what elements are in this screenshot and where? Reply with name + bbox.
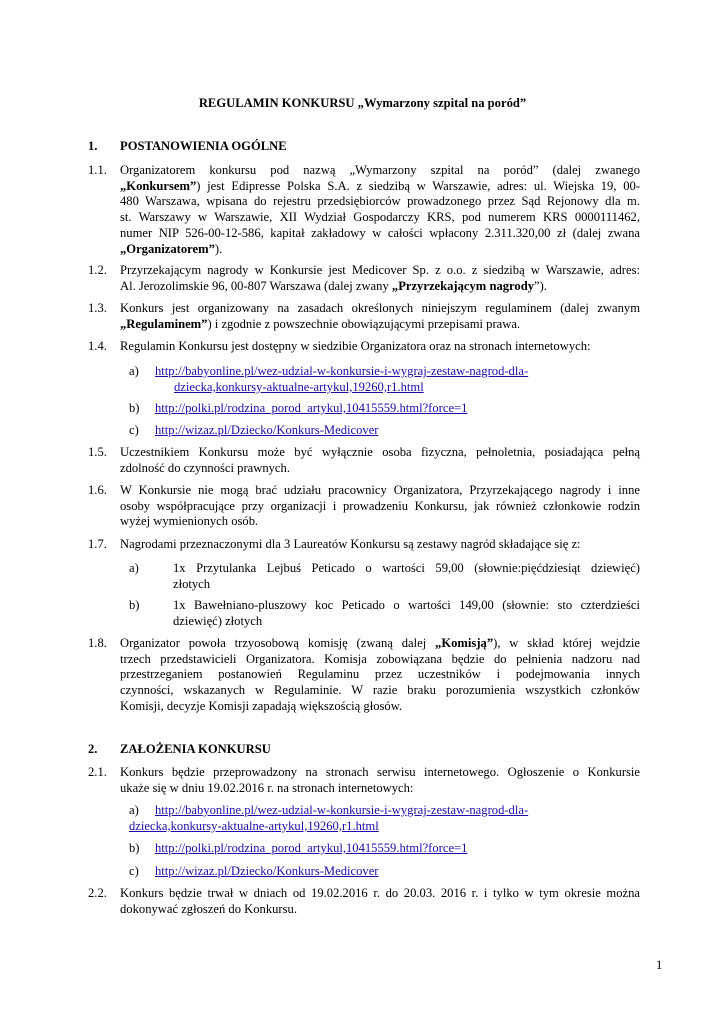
defined-term: „Przyrzekającym nagrody — [391, 278, 535, 293]
list-item-c — [129, 864, 629, 880]
list-marker: b) — [129, 401, 140, 415]
text-line: przestrzeganiem postanowień Regulaminu przez uczestników i podejmowania innych — [120, 667, 640, 682]
list-marker: a) — [129, 364, 139, 378]
text-line: ), w skład której wejdzie — [493, 636, 641, 650]
text-line: dziewięć) złotych — [173, 613, 263, 628]
page-number: 1 — [656, 958, 663, 972]
text-line: Regulamin Konkursu jest dostępny w siedzibie Organizatora oraz na stronach internetowych: — [120, 339, 591, 353]
text-line: Organizator powoła trzyosobową komisję (zwaną dalej — [120, 636, 436, 650]
paragraph-2-2 — [88, 886, 640, 917]
text-line: osoby współpracujące przy organizacji i prowadzeniu Konkursu, jak również członkowie rodzin — [120, 498, 640, 513]
paragraph-1-1 — [88, 163, 640, 257]
list-item-c — [129, 423, 629, 439]
link-babyonline[interactable]: http://babyonline.pl/wez-udzial-w-konkursie-i-wygraj-zestaw-nagrod-dla- — [155, 803, 529, 817]
defined-term: „Konkursem” — [120, 178, 197, 193]
link-wizaz[interactable]: http://wizaz.pl/Dziecko/Konkurs-Medicover — [155, 864, 379, 878]
text-line: ) i zgodnie z powszechnie obowiązującymi przepisami prawa. — [207, 316, 521, 331]
list-item-a — [129, 803, 629, 834]
section-title: ZAŁOŻENIA KONKURSU — [120, 742, 271, 756]
text-line: wyżej wymienionych osób. — [120, 514, 259, 529]
link-polki[interactable]: http://polki.pl/rodzina_porod_artykul,10415559.html?force=1 — [155, 841, 468, 855]
text-line: dokonywać zgłoszeń do Konkursu. — [120, 901, 297, 916]
paragraph-number: 1.6. — [88, 483, 107, 497]
list-marker: a) — [129, 561, 139, 575]
text-line: Konkurs będzie przeprowadzony na stronach serwisu internetowego. Ogłoszenie o Konkursie — [120, 765, 640, 779]
link-babyonline[interactable]: http://babyonline.pl/wez-udzial-w-konkursie-i-wygraj-zestaw-nagrod-dla- — [155, 364, 529, 378]
link-polki[interactable]: http://polki.pl/rodzina_porod_artykul,10415559.html?force=1 — [155, 401, 468, 415]
paragraph-2-1 — [88, 765, 640, 796]
defined-term: „Komisją” — [435, 636, 494, 650]
text-line: st. Warszawy w Warszawie, XII Wydział Gospodarczy KRS, pod numerem KRS 0000111462, — [120, 210, 640, 225]
text-line: 480 Warszawa, wpisana do rejestru przedsiębiorców prowadzonego przez Sąd Rejonowy dla m. — [120, 194, 640, 209]
paragraph-number: 1.5. — [88, 445, 107, 459]
section-title: POSTANOWIENIA OGÓLNE — [120, 139, 287, 153]
text-line: Komisji, decyzje Komisji zapadają większością głosów. — [120, 698, 403, 713]
list-marker: b) — [129, 598, 140, 612]
list-item-b — [129, 841, 629, 857]
text-line: Uczestnikiem Konkursu może być wyłącznie osoba fizyczna, pełnoletnia, posiadająca pełną — [120, 445, 640, 459]
text-line: Konkurs będzie trwał w dniach od 19.02.2016 r. do 20.03. 2016 r. i tylko w tym okresie można — [120, 886, 640, 900]
list-marker: b) — [129, 841, 140, 855]
document-title: REGULAMIN KONKURSU „Wymarzony szpital na poród” — [198, 96, 527, 110]
text-line: Konkurs jest organizowany na zasadach określonych niniejszym regulaminem (dalej zwanym — [120, 301, 640, 315]
paragraph-number: 2.2. — [88, 886, 107, 900]
text-line: trzech przedstawicieli Organizatora. Komisja zobowiązana będzie do pełnienia nadzoru nad — [120, 651, 640, 666]
text-line: złotych — [173, 576, 211, 591]
paragraph-1-2 — [88, 263, 640, 294]
paragraph-1-6 — [88, 483, 640, 530]
text-line: W Konkursie nie mogą brać udziału pracownicy Organizatora, Przyrzekającego nagrody i inne — [120, 483, 640, 497]
text-line: czynności, wskazanych w Regulaminie. W razie braku porozumienia wszystkich członków — [120, 683, 640, 698]
paragraph-1-7 — [88, 537, 640, 553]
link-babyonline-cont[interactable]: dziecka,konkursy-aktualne-artykul,19260,r1.html — [174, 379, 424, 394]
link-wizaz[interactable]: http://wizaz.pl/Dziecko/Konkurs-Medicover — [155, 423, 379, 437]
paragraph-number: 1.7. — [88, 537, 107, 551]
text-line: 1x Bawełniano-pluszowy koc Peticado o wartości 149,00 (słownie: sto czterdzieści — [173, 598, 640, 612]
section-number: 2. — [88, 742, 98, 756]
prize-item-b — [129, 598, 640, 629]
defined-term: „Organizatorem” — [120, 241, 215, 256]
defined-term: „Regulaminem” — [120, 316, 208, 331]
text-line: ). — [214, 241, 223, 256]
text-line: ukaże się w dniu 19.02.2016 r. na stronach internetowych: — [120, 780, 414, 795]
paragraph-1-4 — [88, 339, 640, 355]
link-babyonline-cont[interactable]: dziecka,konkursy-aktualne-artykul,19260,r1.html — [129, 818, 379, 833]
list-item-b — [129, 401, 629, 417]
paragraph-number: 2.1. — [88, 765, 107, 779]
paragraph-number: 1.1. — [88, 163, 107, 177]
text-line: numer NIP 526-00-12-586, kapitał zakładowy w całości wpłacony 2.311.320,00 zł (dalej zwana — [120, 225, 640, 240]
paragraph-number: 1.4. — [88, 339, 107, 353]
prize-item-a — [129, 561, 640, 592]
text-line: ) jest Edipresse Polska S.A. z siedzibą w Warszawie, adres: ul. Wiejska 19, 00- — [196, 178, 640, 193]
text-line: Organizatorem konkursu pod nazwą „Wymarzony szpital na poród” (dalej zwanego — [120, 163, 640, 177]
text-line: Nagrodami przeznaczonymi dla 3 Laureatów Konkursu są zestawy nagród składające się z: — [120, 537, 581, 551]
section-number: 1. — [88, 139, 98, 153]
text-line: Przyrzekającym nagrody w Konkursie jest Medicover Sp. z o.o. z siedzibą w Warszawie, adres: — [120, 263, 640, 277]
paragraph-number: 1.2. — [88, 263, 107, 277]
list-marker: c) — [129, 864, 139, 878]
text-line: zdolność do czynności prawnych. — [120, 460, 290, 475]
list-item-a — [129, 364, 629, 395]
paragraph-1-8 — [88, 636, 640, 715]
text-line: Al. Jerozolimskie 96, 00-807 Warszawa (dalej zwany — [120, 278, 392, 293]
paragraph-number: 1.3. — [88, 301, 107, 315]
paragraph-1-5 — [88, 445, 640, 476]
list-marker: a) — [129, 803, 139, 817]
paragraph-1-3 — [88, 301, 640, 332]
text-line: 1x Przytulanka Lejbuś Peticado o wartości 59,00 (słownie:pięćdziesiąt dziewięć) — [173, 561, 640, 575]
text-line: ”). — [534, 278, 547, 293]
paragraph-number: 1.8. — [88, 636, 107, 650]
list-marker: c) — [129, 423, 139, 437]
